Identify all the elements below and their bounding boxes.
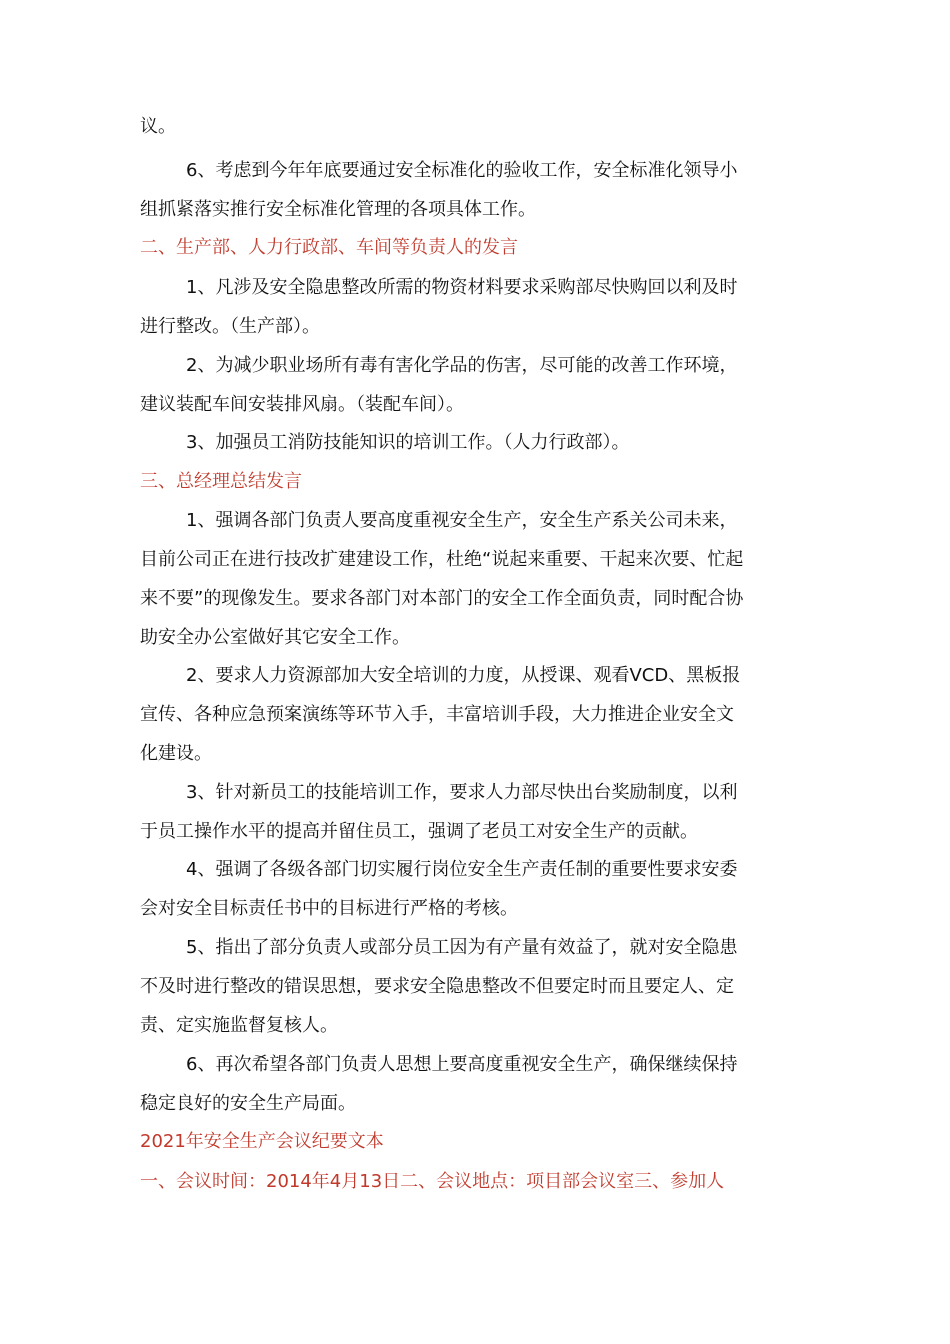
heading-text: 三、总经理总结发言 — [140, 471, 302, 492]
text-line: 目前公司正在进行技改扩建建设工作，杜绝“说起来重要、干起来次要、忙起 — [140, 549, 744, 570]
text-line: 组抓紧落实推行安全标准化管理的各项具体工作。 — [140, 199, 536, 220]
text-line: 进行整改。（生产部）。 — [140, 316, 320, 337]
paragraph-item-6 — [140, 1045, 810, 1123]
heading-text: 二、生产部、人力行政部、车间等负责人的发言 — [140, 237, 518, 258]
text-line: 3、针对新员工的技能培训工作，要求人力部尽快出台奖励制度，以利 — [186, 782, 738, 803]
text-line: 于员工操作水平的提高并留住员工，强调了老员工对安全生产的贡献。 — [140, 821, 698, 842]
text-line: 5、指出了部分负责人或部分员工因为有产量有效益了，就对安全隐患 — [186, 937, 738, 958]
paragraph-item-2 — [140, 346, 810, 424]
text-line: 助安全办公室做好其它安全工作。 — [140, 627, 410, 648]
paragraph-item-1 — [140, 268, 810, 346]
text-line: 6、再次希望各部门负责人思想上要高度重视安全生产，确保继续保持 — [186, 1054, 738, 1075]
meeting-info-line — [140, 1162, 810, 1201]
text-line: 会对安全目标责任书中的目标进行严格的考核。 — [140, 898, 518, 919]
text-line: 来不要”的现像发生。要求各部门对本部门的安全工作全面负责，同时配合协 — [140, 588, 744, 609]
text-line: 2、为减少职业场所有毒有害化学品的伤害，尽可能的改善工作环境， — [186, 355, 738, 376]
paragraph-item-1 — [140, 501, 810, 657]
section-heading-3 — [140, 462, 810, 501]
paragraph-tail — [140, 107, 810, 146]
paragraph-item-3 — [140, 773, 810, 851]
paragraph-item-2 — [140, 656, 810, 773]
paragraph-item-3 — [140, 423, 810, 462]
text-line: 宣传、各种应急预案演练等环节入手，丰富培训手段，大力推进企业安全文 — [140, 704, 734, 725]
text-line: 稳定良好的安全生产局面。 — [140, 1093, 356, 1114]
text-line: 3、加强员工消防技能知识的培训工作。（人力行政部）。 — [186, 432, 630, 453]
text-line: 1、强调各部门负责人要高度重视安全生产，安全生产系关公司未来， — [186, 510, 738, 531]
text-line: 4、强调了各级各部门切实履行岗位安全生产责任制的重要性要求安委 — [186, 859, 738, 880]
text-line: 责、定实施监督复核人。 — [140, 1015, 338, 1036]
heading-text: 2021年安全生产会议纪要文本 — [140, 1131, 384, 1152]
text-line: 化建设。 — [140, 743, 212, 764]
heading-text: 一、会议时间：2014年4月13日二、会议地点：项目部会议室三、参加人 — [140, 1171, 725, 1192]
text-line: 2、要求人力资源部加大安全培训的力度，从授课、观看VCD、黑板报 — [186, 665, 741, 686]
text-line: 议。 — [140, 116, 176, 137]
paragraph-item-4 — [140, 850, 810, 928]
text-line: 建议装配车间安装排风扇。（装配车间）。 — [140, 394, 464, 415]
document-title — [140, 1122, 810, 1161]
section-heading-2 — [140, 228, 810, 267]
paragraph-item-6 — [140, 151, 810, 229]
text-line: 6、考虑到今年年底要通过安全标准化的验收工作，安全标准化领导小 — [186, 160, 738, 181]
text-line: 1、凡涉及安全隐患整改所需的物资材料要求采购部尽快购回以利及时 — [186, 277, 738, 298]
paragraph-item-5 — [140, 928, 810, 1045]
text-line: 不及时进行整改的错误思想，要求安全隐患整改不但要定时而且要定人、定 — [140, 976, 734, 997]
